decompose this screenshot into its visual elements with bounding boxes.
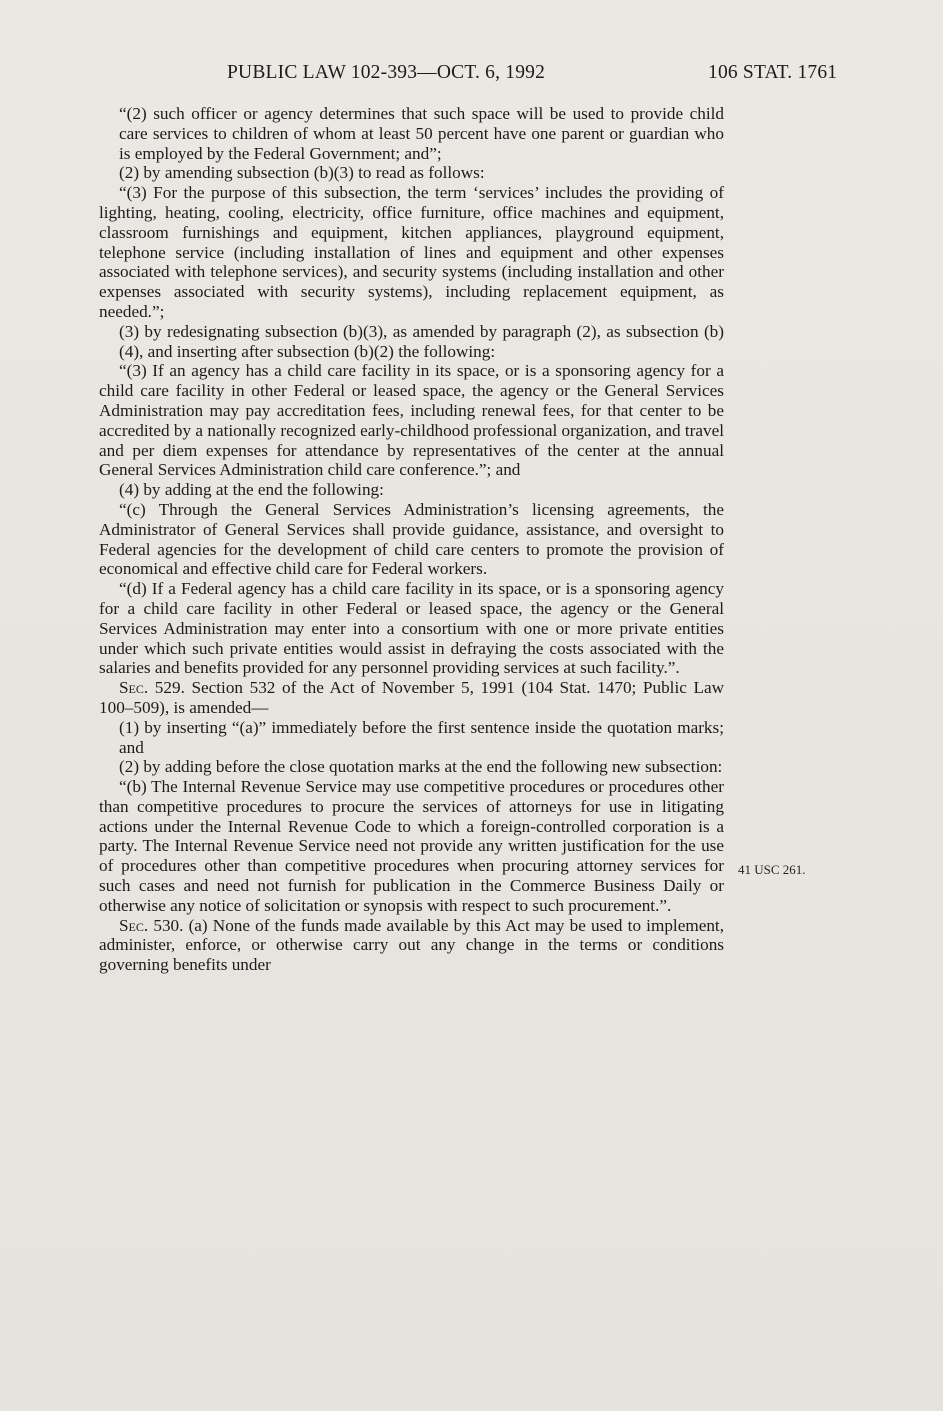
paragraph: “(b) The Internal Revenue Service may use competitive procedures or procedures other than competitive procedures to procure the services of attorneys for use in litigating actions under the Internal Revenue Code to which a foreign-controlled corporation is a party. The Internal Revenue Service need not provide any written justification for the use of procedures other than competitive procedures when procuring attorney services for such cases and need not furnish for publication in the Commerce Business Daily or otherwise any notice of solicitation or synopsis with respect to such procurement.”. [99, 777, 724, 915]
section-530-paragraph: Sec. 530. (a) None of the funds made available by this Act may be used to implement, administer, enforce, or otherwise carry out any change in the terms or conditions governing benefits under [99, 915, 724, 975]
page-header [0, 62, 943, 86]
paragraph: “(c) Through the General Services Administration’s licensing agreements, the Administrator of General Services shall provide guidance, assistance, and oversight to Federal agencies for the development of child care centers to promote the provision of economical and effective child care for Federal workers. [99, 499, 724, 579]
paragraph: “(3) If an agency has a child care facility in its space, or is a sponsoring agency for a child care facility in other Federal or leased space, the agency or the General Services Administration may pay accreditation fees, including renewal fees, for that center to be accredited by a nationally recognized early-childhood professional organization, and travel and per diem expenses for attendance by representatives of the center at the annual General Services Administration child care conference.”; and [99, 361, 724, 480]
section-label: Sec. [119, 678, 149, 698]
paragraph: “(2) such officer or agency determines that such space will be used to provide child care services to children of whom at least 50 percent have one parent or guardian who is employed by the Federal Government; and”; [119, 104, 724, 163]
margin-citation: 41 USC 261. [738, 862, 806, 877]
running-title: PUBLIC LAW 102-393—OCT. 6, 1992 [227, 62, 546, 83]
paragraph: (4) by adding at the end the following: [119, 480, 384, 500]
paragraph: “(3) For the purpose of this subsection, the term ‘services’ includes the providing of lighting, heating, cooling, electricity, office furniture, office machines and equipment, classroom furnishings and equipment, kitchen appliances, playground equipment, telephone service (including installation of lines and equipment and other expenses associated with telephone services), and security systems (including installation and other expenses associated with security systems), including replacement equipment, as needed.”; [99, 183, 724, 321]
body-text [99, 104, 724, 975]
stat-citation: 106 STAT. 1761 [708, 62, 838, 83]
paragraph: “(d) If a Federal agency has a child care facility in its space, or is a sponsoring agency for a child care facility in other Federal or leased space, the agency or the General Services Administration may enter into a consortium with one or more private entities under which such private entities would assist in defraying the costs associated with the salaries and benefits provided for any personnel providing services at such facility.”. [99, 579, 724, 678]
paragraph: (1) by inserting “(a)” immediately before the first sentence inside the quotation marks; and [119, 717, 724, 757]
paragraph: (3) by redesignating subsection (b)(3), as amended by paragraph (2), as subsection (b)(4), and inserting after subsection (b)(2) the following: [119, 321, 724, 361]
paragraph: (2) by amending subsection (b)(3) to read as follows: [119, 163, 485, 183]
section-529-paragraph: Sec. 529. Section 532 of the Act of November 5, 1991 (104 Stat. 1470; Public Law 100–509), is amended— [99, 678, 724, 717]
section-label: Sec. [119, 915, 149, 935]
paragraph: (2) by adding before the close quotation marks at the end the following new subsection: [119, 757, 723, 777]
